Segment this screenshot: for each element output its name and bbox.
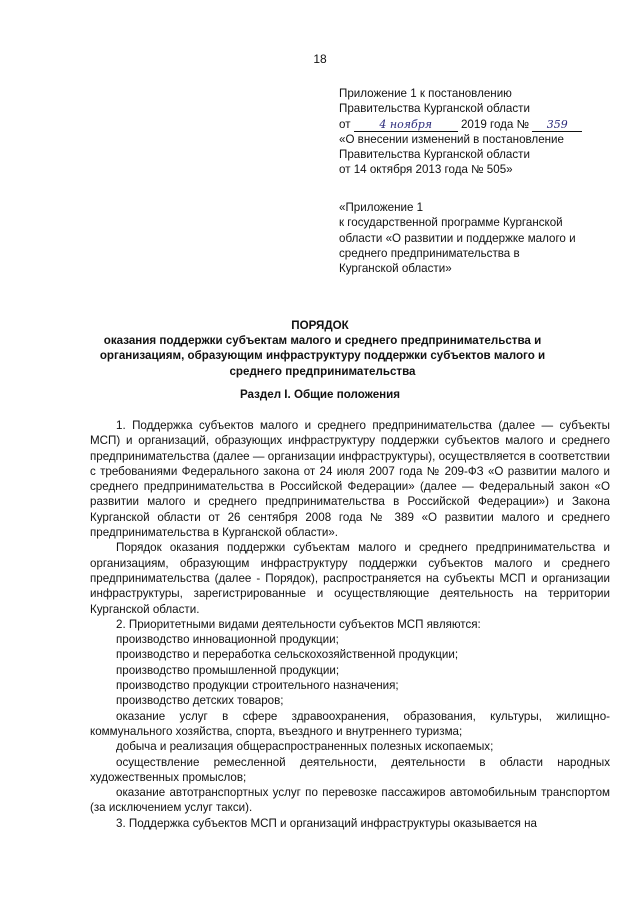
page-number: 18 — [313, 52, 327, 66]
date-prefix: от — [339, 117, 351, 131]
list-item: оказание услуг в сфере здравоохранения, образования, культуры, жилищно-коммунального хозяйства, спорта, въездного и внутреннего туризма; — [90, 709, 610, 738]
program-line: «Приложение 1 — [339, 201, 424, 214]
appendix-header — [339, 86, 624, 178]
list-item: оказание автотранспортных услуг по перевозке пассажиров автомобильным транспортом (за исключением услуг такси). — [90, 786, 610, 815]
program-appendix-header — [339, 200, 624, 276]
program-line: к государственной программе Курганской — [339, 216, 563, 230]
body-text — [90, 418, 610, 831]
list-item: осуществление ремесленной деятельности, деятельности в области народных художественных промыслов; — [90, 755, 610, 784]
appendix-line: Правительства Курганской области — [339, 102, 530, 116]
appendix-line: Правительства Курганской области — [339, 148, 530, 162]
appendix-line: от 14 октября 2013 года № 505» — [339, 163, 513, 177]
list-item: производство продукции строительного назначения; — [116, 679, 399, 693]
document-subtitle: оказания поддержки субъектам малого и среднего предпринимательства и организациям, образующим инфраструктуру поддержки субъектов малого и среднего предпринимательства — [99, 334, 546, 378]
program-line: Курганской области» — [339, 262, 452, 276]
section-heading: Раздел I. Общие положения — [239, 388, 401, 401]
list-item: производство и переработка сельскохозяйственной продукции; — [116, 648, 459, 662]
handwritten-number: 359 — [532, 118, 582, 132]
list-item: производство детских товаров; — [116, 694, 284, 708]
program-line: среднего предпринимательства в — [339, 246, 520, 260]
appendix-line: Приложение 1 к постановлению — [339, 87, 512, 100]
handwritten-date: 4 ноября — [354, 118, 458, 132]
paragraph: 1. Поддержка субъектов малого и среднего предпринимательства (далее — субъекты МСП) и организаций, образующих инфраструктуру поддержки субъектов малого и среднего предпринимательства (далее — организации инфраструктуры), осуществляется в соответствии с требованиями Федерального закона от 24 июля 2007 года № 209-ФЗ «О развитии малого и среднего предпринимательства в Российской Федерации» (далее — Федеральный закон «О развитии малого и среднего предпринимательства в Российской Федерации») и Закона Курганской области от 26 сентября 2008 года № 389 «О развитии малого и среднего предпринимательства в Курганской области». — [90, 419, 610, 540]
list-item: добыча и реализация общераспространенных полезных ископаемых; — [116, 740, 494, 754]
date-year: 2019 года № — [460, 117, 530, 131]
list-item: производство промышленной продукции; — [116, 663, 340, 677]
paragraph: 2. Приоритетными видами деятельности субъектов МСП являются: — [116, 617, 481, 631]
appendix-date-line — [339, 117, 624, 132]
program-line: области «О развитии и поддержке малого и — [339, 231, 576, 245]
paragraph: 3. Поддержка субъектов МСП и организаций инфраструктуры оказывается на — [116, 816, 537, 830]
paragraph: Порядок оказания поддержки субъектам малого и среднего предпринимательства и организациям, образующим инфраструктуру поддержки субъектов малого и среднего предпринимательства (далее - Порядок), распространяется на субъекты МСП и организации инфраструктуры, зарегистрированные и осуществляющие деятельность на территории Курганской области. — [90, 541, 610, 616]
appendix-line: «О внесении изменений в постановление — [339, 132, 564, 146]
document-title: ПОРЯДОК — [291, 319, 349, 332]
list-item: производство инновационной продукции; — [116, 633, 339, 647]
